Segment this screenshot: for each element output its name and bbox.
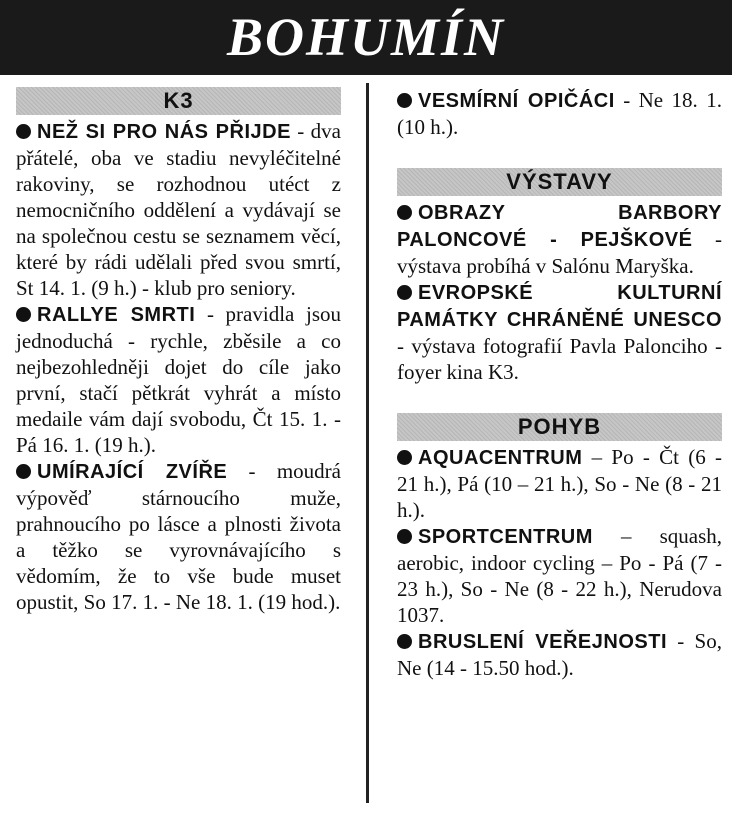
- bullet-icon: [397, 285, 412, 300]
- entry-title: OBRAZY BARBORY PALONCOVÉ - PEJŠKOVÉ: [397, 202, 722, 251]
- bullet-icon: [397, 205, 412, 220]
- bullet-icon: [16, 124, 31, 139]
- entry-text: - výstava probíhá v Salónu Maryška.: [397, 227, 722, 278]
- entry-text: - moudrá výpověď stárnoucího muže, prahnoucího po lásce a plnosti života a těžko se vyrovnávajícího s vědomím, že to vše bude muset opustit, So 17. 1. - Ne 18. 1. (19 hod.).: [16, 459, 341, 614]
- page-title: BOHUMÍN: [226, 7, 506, 67]
- listing-entry: [397, 444, 722, 523]
- section-heading-vystavy: VÝSTAVY: [397, 168, 722, 196]
- entry-title: NEŽ SI PRO NÁS PŘIJDE: [37, 121, 291, 143]
- column-divider: [366, 83, 369, 803]
- entry-text: – squash, aerobic, indoor cycling – Po - Pá (7 - 23 h.), So - Ne (8 - 22 h.), Nerudova 1037.: [397, 524, 722, 627]
- entry-text: - výstava fotografií Pavla Palonciho - foyer kina K3.: [397, 334, 722, 384]
- right-column: [397, 87, 722, 681]
- listing-entry: [16, 118, 341, 301]
- section-heading-k3: K3: [16, 87, 341, 115]
- listing-entry: [397, 199, 722, 279]
- listing-entry: [397, 523, 722, 628]
- section-heading-pohyb: POHYB: [397, 413, 722, 441]
- bullet-icon: [397, 450, 412, 465]
- listing-entry: [16, 458, 341, 615]
- entry-text: - Ne 18. 1. (10 h.).: [397, 88, 722, 139]
- entry-title: UMÍRAJÍCÍ ZVÍŘE: [37, 461, 228, 483]
- listing-entry: [16, 301, 341, 458]
- bullet-icon: [397, 93, 412, 108]
- entry-title: SPORTCENTRUM: [418, 526, 593, 548]
- masthead: [0, 0, 732, 75]
- entry-title: RALLYE SMRTI: [37, 304, 196, 326]
- listing-entry: [397, 279, 722, 385]
- left-column: [16, 87, 341, 615]
- entry-title: VESMÍRNÍ OPIČÁCI: [418, 90, 615, 112]
- listing-entry: [397, 87, 722, 140]
- bullet-icon: [16, 464, 31, 479]
- entry-text: - pravidla jsou jednoduchá - rychle, zběsile a co nejbezohledněji dojet do cíle jako první, stačí pětkrát vyhrát a místo medaile vám dají svobodu, Čt 15. 1. - Pá 16. 1. (19 h.).: [16, 302, 341, 457]
- entry-title: BRUSLENÍ VEŘEJNOSTI: [418, 631, 668, 653]
- entry-text: - dva přátelé, oba ve stadiu nevyléčitelné rakoviny, se rozhodnou utéct z nemocničního oddělení a vydávají se na společnou cestu se seznamem věcí, které by rádi udělali před svou smrtí, St 14. 1. (9 h.) - klub pro seniory.: [16, 119, 341, 300]
- spacer: [397, 140, 722, 168]
- entry-title: AQUACENTRUM: [418, 447, 583, 469]
- bullet-icon: [397, 529, 412, 544]
- entry-text: – Po - Čt (6 - 21 h.), Pá (10 – 21 h.), So - Ne (8 - 21 h.).: [397, 445, 722, 522]
- bullet-icon: [397, 634, 412, 649]
- entry-text: - So, Ne (14 - 15.50 hod.).: [397, 629, 722, 680]
- listing-entry: [397, 628, 722, 681]
- entry-title: EVROPSKÉ KULTURNÍ PAMÁTKY CHRÁNĚNÉ UNESCO: [397, 282, 722, 331]
- bullet-icon: [16, 307, 31, 322]
- spacer: [397, 385, 722, 413]
